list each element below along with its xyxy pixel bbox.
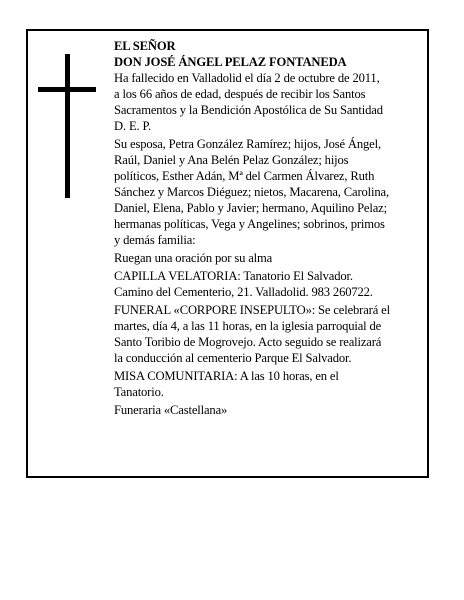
funeral-home-line: Funeraria «Castellana» (114, 403, 228, 417)
funeral-line: martes, día 4, a las 11 horas, en la iglesia parroquial de (114, 319, 382, 333)
family-line: Sánchez y Marcos Diéguez; nietos, Macarena, Carolina, (114, 185, 389, 199)
family-line: y demás familia: (114, 233, 196, 247)
mass-line: MISA COMUNITARIA: A las 10 horas, en el (114, 369, 339, 383)
family-line: Daniel, Elena, Pablo y Javier; hermano, Aquilino Pelaz; (114, 201, 387, 215)
deceased-name: DON JOSÉ ÁNGEL PELAZ FONTANEDA (114, 55, 347, 69)
cross-horizontal-bar (38, 87, 96, 92)
prayer-line: Ruegan una oración por su alma (114, 251, 273, 265)
wake-line: CAPILLA VELATORIA: Tanatorio El Salvador. (114, 269, 353, 283)
family-line: Su esposa, Petra González Ramírez; hijos, José Ángel, (114, 137, 381, 151)
obituary-text (114, 38, 426, 418)
family-line: políticos, Esther Adán, Mª del Carmen Álvarez, Ruth (114, 169, 375, 183)
funeral-line: Santo Toribio de Mogrovejo. Acto seguido se realizará (114, 335, 382, 349)
announcement-line: Ha fallecido en Valladolid el día 2 de octubre de 2011, (114, 71, 380, 85)
announcement-line: Sacramentos y la Bendición Apostólica de Su Santidad (114, 103, 383, 117)
funeral-line: FUNERAL «CORPORE INSEPULTO»: Se celebrará el (114, 303, 390, 317)
announcement-line: a los 66 años de edad, después de recibir los Santos (114, 87, 366, 101)
funeral-line: la conducción al cementerio Parque El Salvador. (114, 351, 352, 365)
wake-line: Camino del Cementerio, 21. Valladolid. 983 260722. (114, 285, 373, 299)
cross-icon (38, 54, 96, 198)
family-line: hermanas políticas, Vega y Angelines; sobrinos, primos (114, 217, 385, 231)
mass-line: Tanatorio. (114, 385, 164, 399)
family-line: Raúl, Daniel y Ana Belén Pelaz González; hijos (114, 153, 349, 167)
heading-title: EL SEÑOR (114, 39, 176, 53)
cross-vertical-bar (65, 54, 70, 198)
announcement-line: D. E. P. (114, 119, 151, 133)
